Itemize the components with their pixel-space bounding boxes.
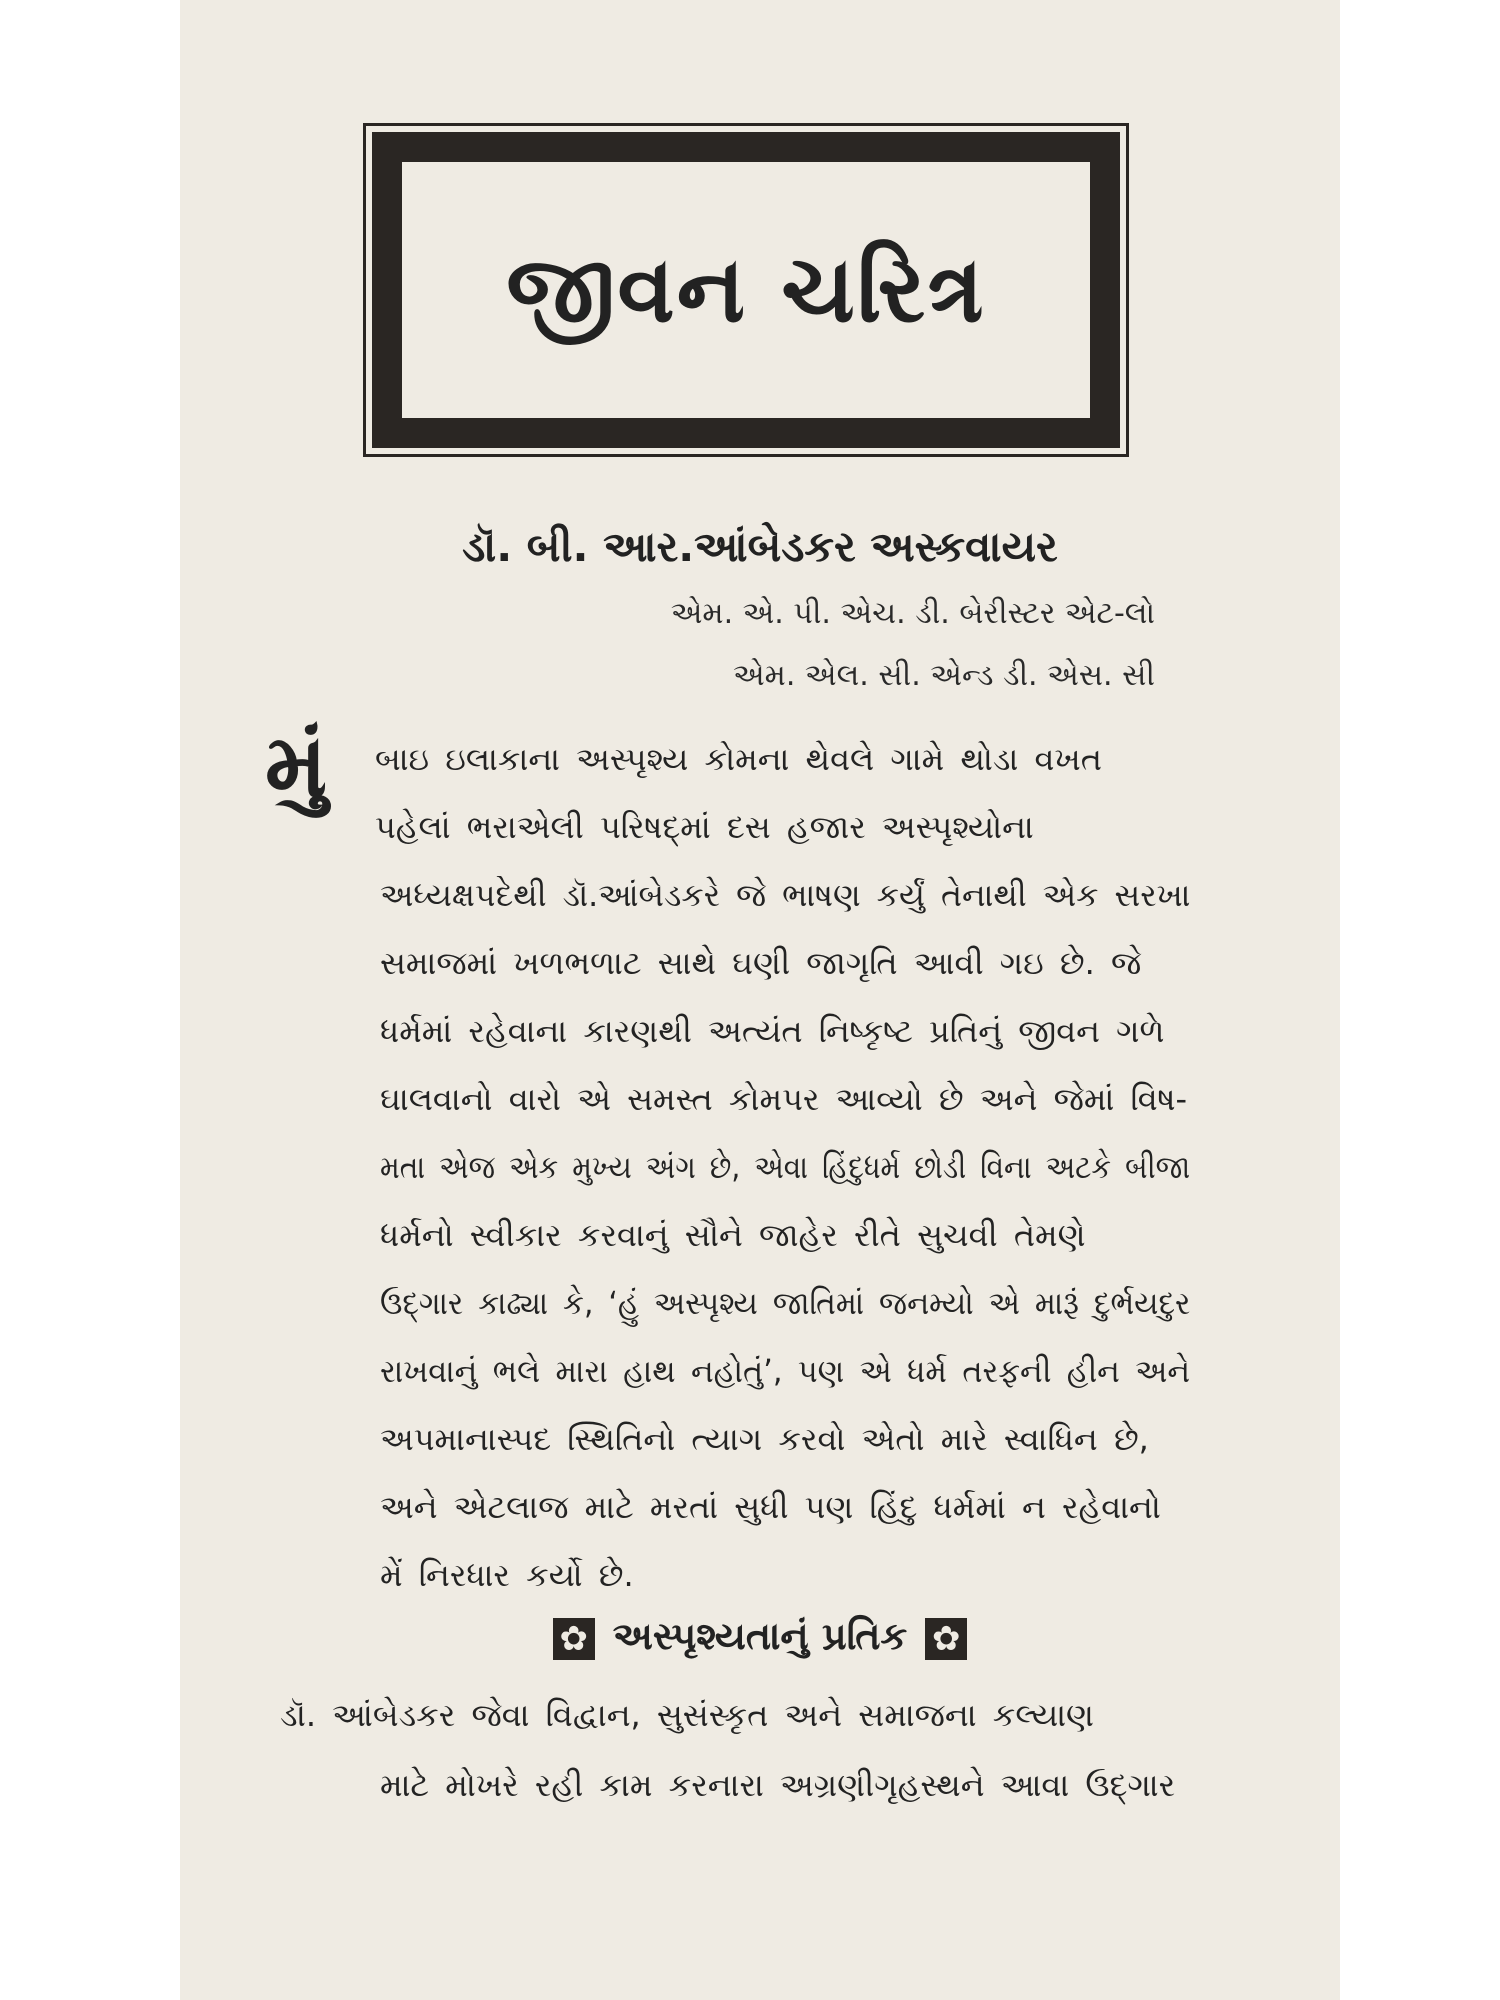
body-line: બાઇ ઇલાકાના અસ્પૃશ્ય કોમના થેવલે ગામે થોડા વખત xyxy=(375,740,1102,778)
section-heading xyxy=(180,1614,1340,1660)
body-line: રાખવાનું ભલે મારા હાથ નહોતું’, પણ એ ધર્મ તરફની હીન અને xyxy=(380,1352,1191,1390)
drop-cap: મું xyxy=(265,714,328,817)
body-line: સમાજમાં ખળભળાટ સાથે ઘણી જાગૃતિ આવી ગઇ છે. જે xyxy=(380,944,1142,982)
title-frame-inner xyxy=(402,162,1090,418)
page-title: જીવન ચરિત્ર xyxy=(506,235,986,343)
book-page xyxy=(180,0,1340,2000)
section-line: માટે મોખરે રહી કામ કરનારા અગ્રણીગૃહસ્થને આવા ઉદ્‌ગાર xyxy=(380,1766,1176,1804)
author-degrees-line-2: એમ. એલ. સી. એન્ડ ડી. એસ. સી xyxy=(733,658,1155,693)
section-line: ડૉ. આંબેડકર જેવા વિદ્વાન, સુસંસ્કૃત અને સમાજના કલ્યાણ xyxy=(280,1696,1094,1734)
author-name: ડૉ. બી. આર.આંબેડકર અસ્કવાયર xyxy=(462,522,1058,571)
author-degrees-line-1: એમ. એ. પી. એચ. ડી. બેરીસ્ટર એટ-લો xyxy=(670,596,1155,631)
body-line: મતા એજ એક મુખ્ય અંગ છે, એવા હિંદુધર્મ છોડી વિના અટકે બીજા xyxy=(380,1148,1191,1186)
body-line: અધ્યક્ષપદેથી ડૉ.આંબેડકરે જે ભાષણ કર્યું તેનાથી એક સરખા xyxy=(380,876,1191,914)
body-line: મેં નિરધાર કર્યો છે. xyxy=(380,1556,634,1594)
body-line: અને એટલાજ માટે મરતાં સુધી પણ હિંદુ ધર્મમાં ન રહેવાનો xyxy=(380,1488,1161,1526)
body-line: અપમાનાસ્પદ સ્થિતિનો ત્યાગ કરવો એતો મારે સ્વાધિન છે, xyxy=(380,1420,1149,1458)
body-line: ઉદ્‌ગાર કાઢ્યા કે, ‘હું અસ્પૃશ્ય જાતિમાં જનમ્યો એ મારૂં દુર્ભયદુર xyxy=(380,1284,1191,1322)
flower-ornament-icon xyxy=(925,1618,967,1660)
body-line: પહેલાં ભરાએલી પરિષદ્‌માં દસ હજાર અસ્પૃશ્યોના xyxy=(375,808,1034,846)
flower-ornament-icon xyxy=(553,1618,595,1660)
body-line: ધર્મમાં રહેવાના કારણથી અત્યંત નિષ્કૃષ્ટ પ્રતિનું જીવન ગળે xyxy=(380,1012,1165,1050)
body-line: ઘાલવાનો વારો એ સમસ્ત કોમપર આવ્યો છે અને જેમાં વિષ- xyxy=(380,1080,1188,1118)
body-line: ધર્મનો સ્વીકાર કરવાનું સૌને જાહેર રીતે સુચવી તેમણે xyxy=(380,1216,1086,1254)
decorative-title-frame xyxy=(372,132,1120,448)
section-heading-text: અસ્પૃશ્યતાનું પ્રતિક xyxy=(612,1614,908,1658)
